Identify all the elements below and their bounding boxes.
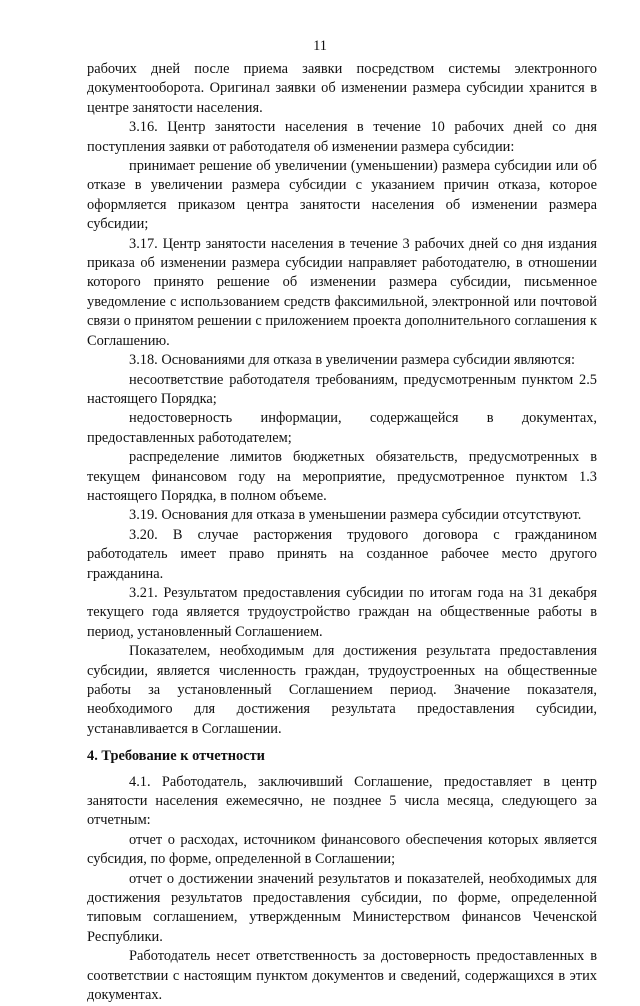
paragraph: недостоверность информации, содержащейся в документах, предоставленных работодателем; bbox=[87, 410, 597, 446]
paragraph: 4.1. Работодатель, заключивший Соглашение, предоставляет в центр занятости населения ежемесячно, не позднее 5 числа месяца, следующего за отчетным: bbox=[87, 773, 597, 829]
document-body bbox=[87, 60, 597, 1006]
paragraph: отчет о достижении значений результатов и показателей, необходимых для достижения результатов предоставления субсидии, по форме, определенной типовым соглашением, утвержденным Министерством финансов Чеченской Республики. bbox=[87, 870, 597, 945]
paragraph: Работодатель несет ответственность за достоверность предоставленных в соответствии с настоящим пунктом документов и сведений, содержащихся в этих документах. bbox=[87, 948, 597, 1004]
paragraph: отчет о расходах, источником финансового обеспечения которых является субсидия, по форме, определенной в Соглашении; bbox=[87, 831, 597, 868]
paragraph: распределение лимитов бюджетных обязательств, предусмотренных в текущем финансовом году на мероприятие, предусмотренное пунктом 1.3 настоящего Порядка, в полном объеме. bbox=[87, 449, 597, 504]
paragraph: 3.16. Центр занятости населения в течение 10 рабочих дней со дня поступления заявки от работодателя об изменении размера субсидии: bbox=[87, 119, 597, 155]
paragraph: 3.21. Результатом предоставления субсидии по итогам года на 31 декабря текущего года является трудоустройство граждан на общественные работы в период, установленный Соглашением. bbox=[87, 584, 597, 640]
paragraph: 3.17. Центр занятости населения в течение 3 рабочих дней со дня издания приказа об изменении размера субсидии направляет работодателю, в отношении которого принято решение об изменении размера субсидии, письменное уведомление с использованием средств факсимильной, электронной или почтовой связи о принятом решении с приложением проекта дополнительного соглашения к Соглашению. bbox=[87, 235, 597, 349]
paragraph: 3.19. Основания для отказа в уменьшении размера субсидии отсутствуют. bbox=[129, 507, 582, 524]
paragraph: 3.20. В случае расторжения трудового договора с гражданином работодатель имеет право принять на созданное рабочее место другого гражданина. bbox=[87, 526, 597, 582]
paragraph: 3.18. Основаниями для отказа в увеличении размера субсидии являются: bbox=[129, 352, 575, 369]
paragraph: рабочих дней после приема заявки посредством системы электронного документооборота. Оригинал заявки об изменении размера субсидии хранится в центре занятости населения. bbox=[87, 61, 597, 116]
paragraph: принимает решение об увеличении (уменьшении) размера субсидии или об отказе в увеличении размера субсидии с указанием причин отказа, которое оформляется приказом центра занятости населения об изменении размера субсидии; bbox=[87, 158, 597, 233]
page-number: 11 bbox=[313, 38, 327, 54]
paragraph: несоответствие работодателя требованиям, предусмотренным пунктом 2.5 настоящего Порядка; bbox=[87, 371, 597, 407]
paragraph: Показателем, необходимым для достижения результата предоставления субсидии, является численность граждан, трудоустроенных на общественные работы за установленный Соглашением период. Значение показателя, необходимого для достижения результата предоставления субсидии, устанавливается в Соглашении. bbox=[87, 643, 597, 737]
section-heading: 4. Требование к отчетности bbox=[87, 748, 265, 765]
